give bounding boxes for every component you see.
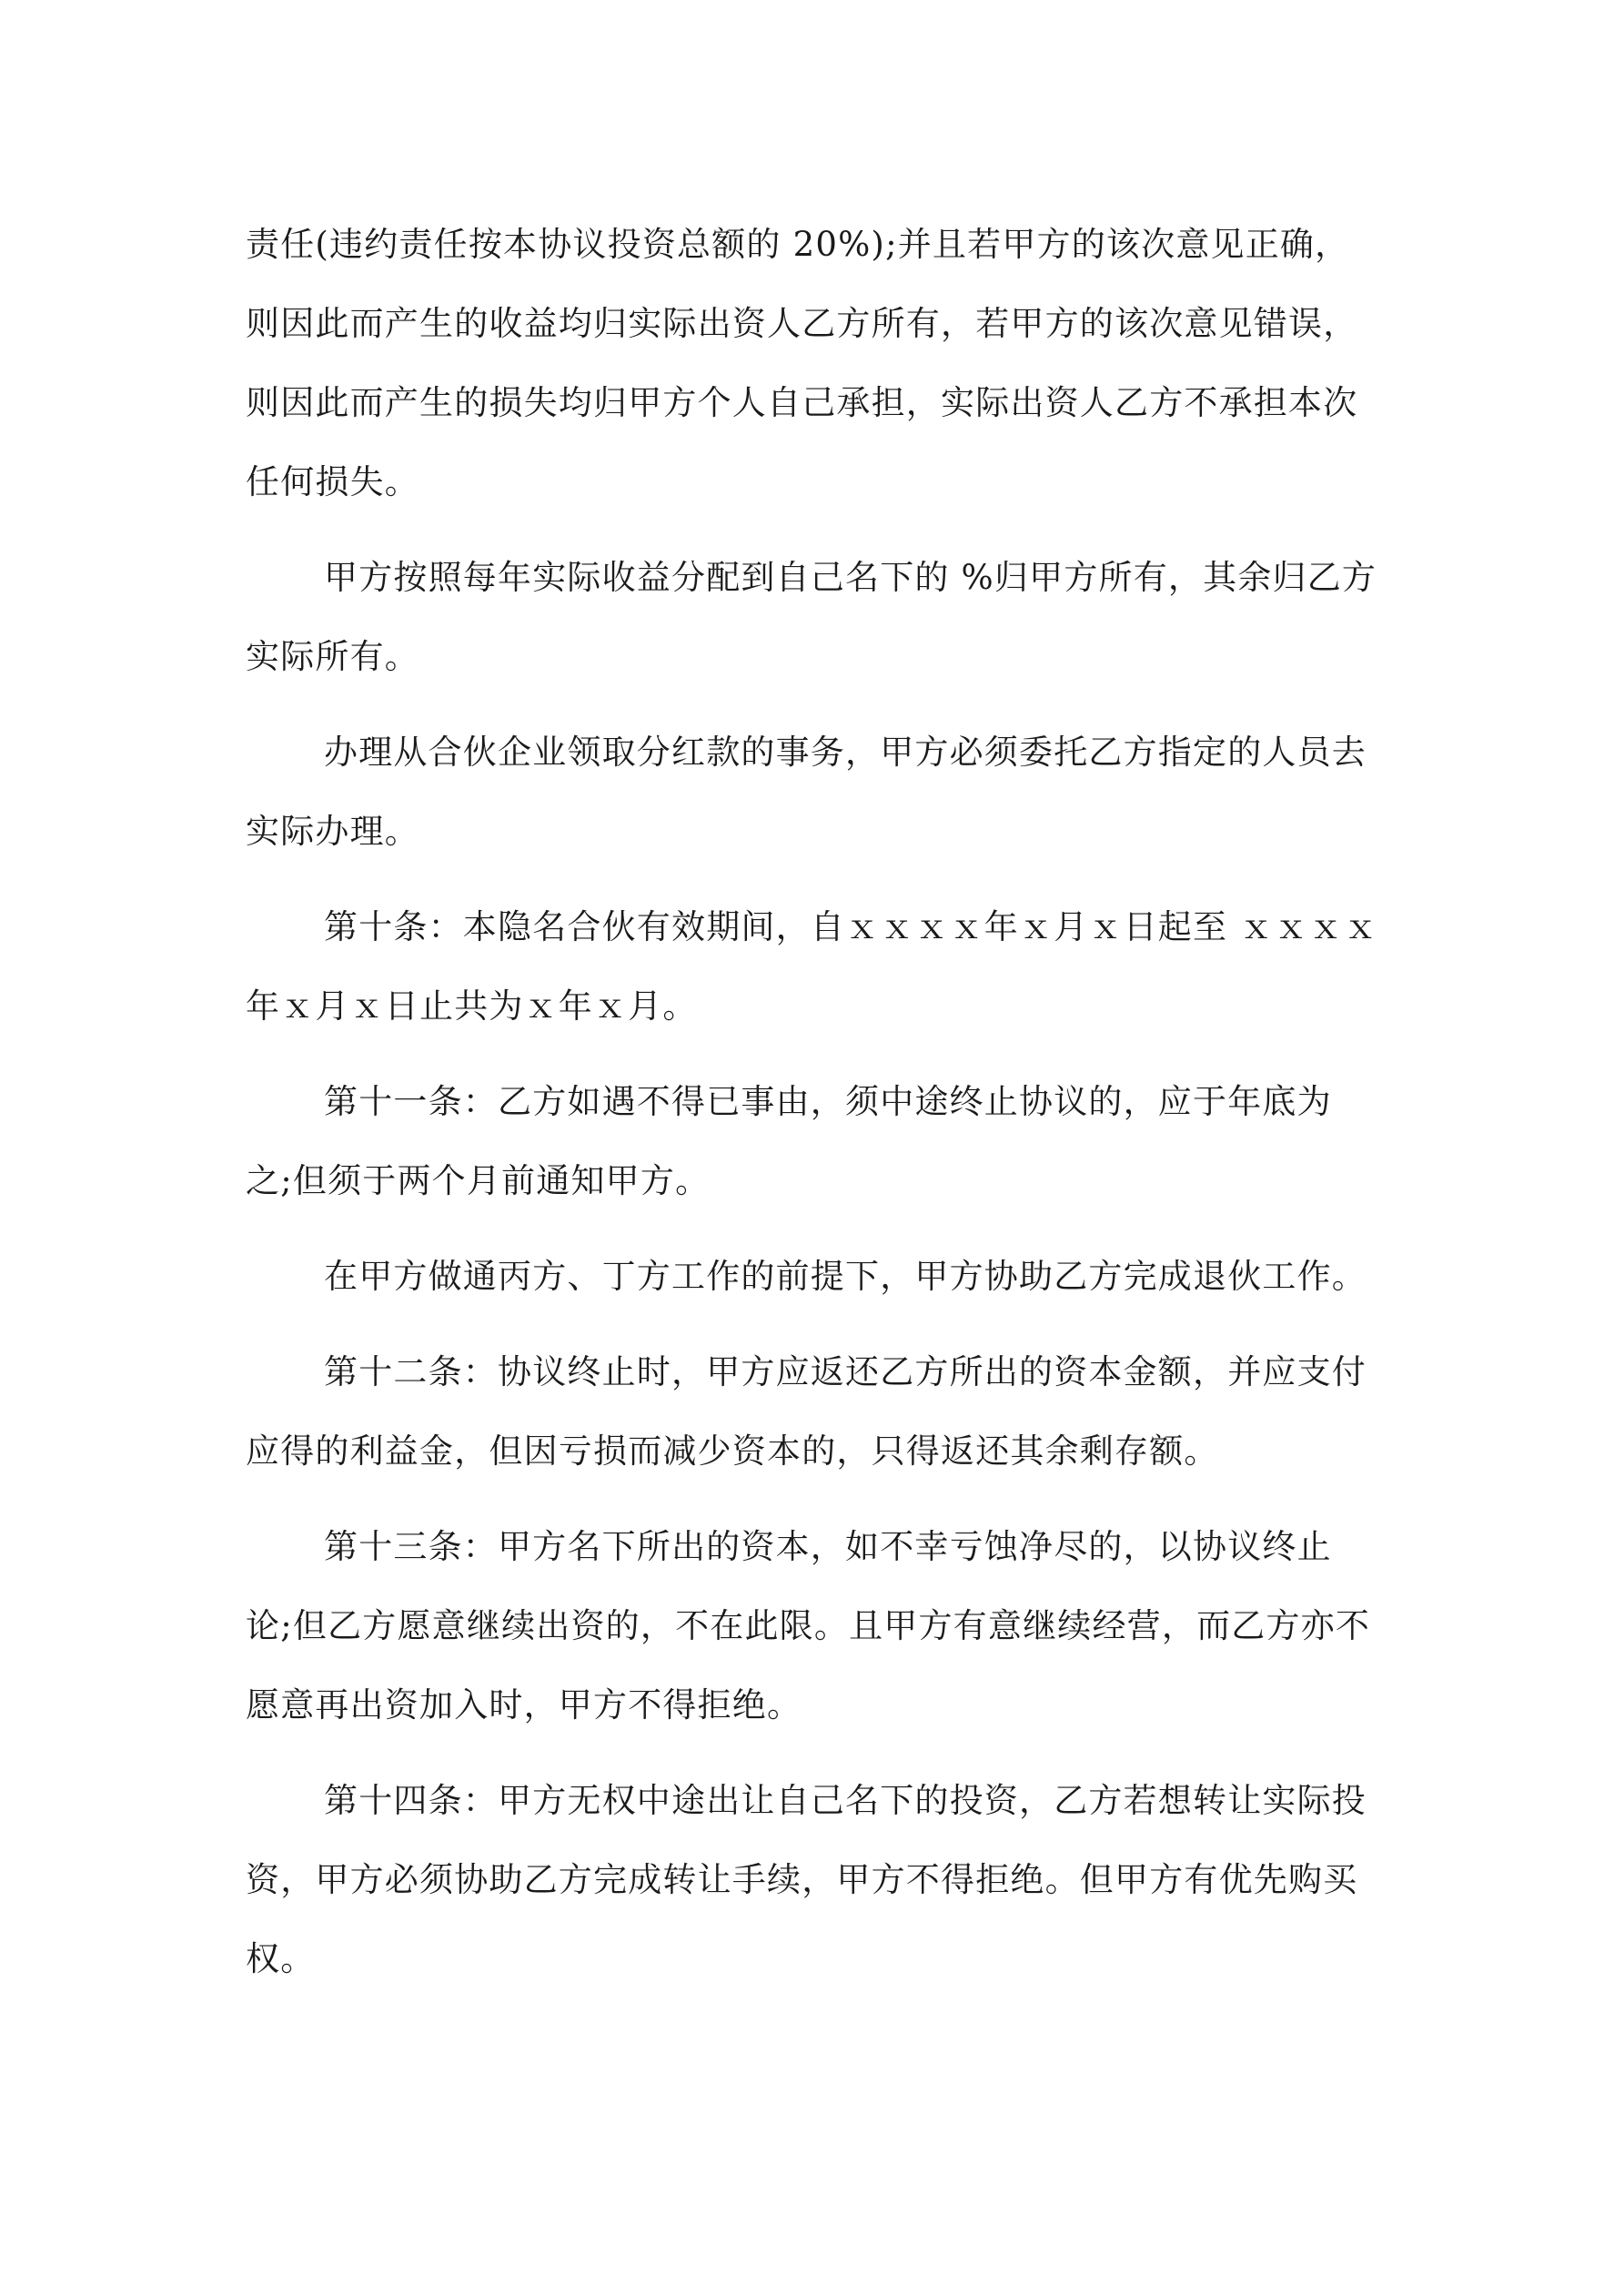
paragraph-article-13: 第十三条：甲方名下所出的资本，如不幸亏蚀净尽的，以协议终止论;但乙方愿意继续出资的，不在此限。且甲方有意继续经营，而乙方亦不愿意再出资加入时，甲方不得拒绝。 (246, 1527, 1371, 1725)
paragraph-article-12: 第十二条：协议终止时，甲方应返还乙方所出的资本金额，并应支付应得的利益金，但因亏损而减少资本的，只得返还其余剩存额。 (246, 1352, 1367, 1471)
paragraph-dividend-handling: 办理从合伙企业领取分红款的事务，甲方必须委托乙方指定的人员去实际办理。 (246, 733, 1367, 851)
paragraph-article-11: 第十一条：乙方如遇不得已事由，须中途终止协议的，应于年底为之;但须于两个月前通知甲方。 (246, 1082, 1332, 1200)
paragraph-withdrawal-assist: 在甲方做通丙方、丁方工作的前提下，甲方协助乙方完成退伙工作。 (324, 1257, 1367, 1296)
paragraph-article-10: 第十条：本隐名合伙有效期间，自ｘｘｘｘ年ｘ月ｘ日起至 ｘｘｘｘ年ｘ月ｘ日止共为ｘ年ｘ月。 (246, 907, 1378, 1026)
paragraph-article-14: 第十四条：甲方无权中途出让自己名下的投资，乙方若想转让实际投资，甲方必须协助乙方完成转让手续，甲方不得拒绝。但甲方有优先购买权。 (246, 1781, 1367, 1978)
document-body (246, 205, 1378, 2015)
paragraph-profit-share: 甲方按照每年实际收益分配到自己名下的 %归甲方所有，其余归乙方实际所有。 (246, 558, 1377, 676)
paragraph-continued-liability: 责任(违约责任按本协议投资总额的 20%);并且若甲方的该次意见正确，则因此而产生的收益均归实际出资人乙方所有，若甲方的该次意见错误，则因此而产生的损失均归甲方个人自己承担，实际出资人乙方不承担本次任何损失。 (246, 225, 1358, 501)
